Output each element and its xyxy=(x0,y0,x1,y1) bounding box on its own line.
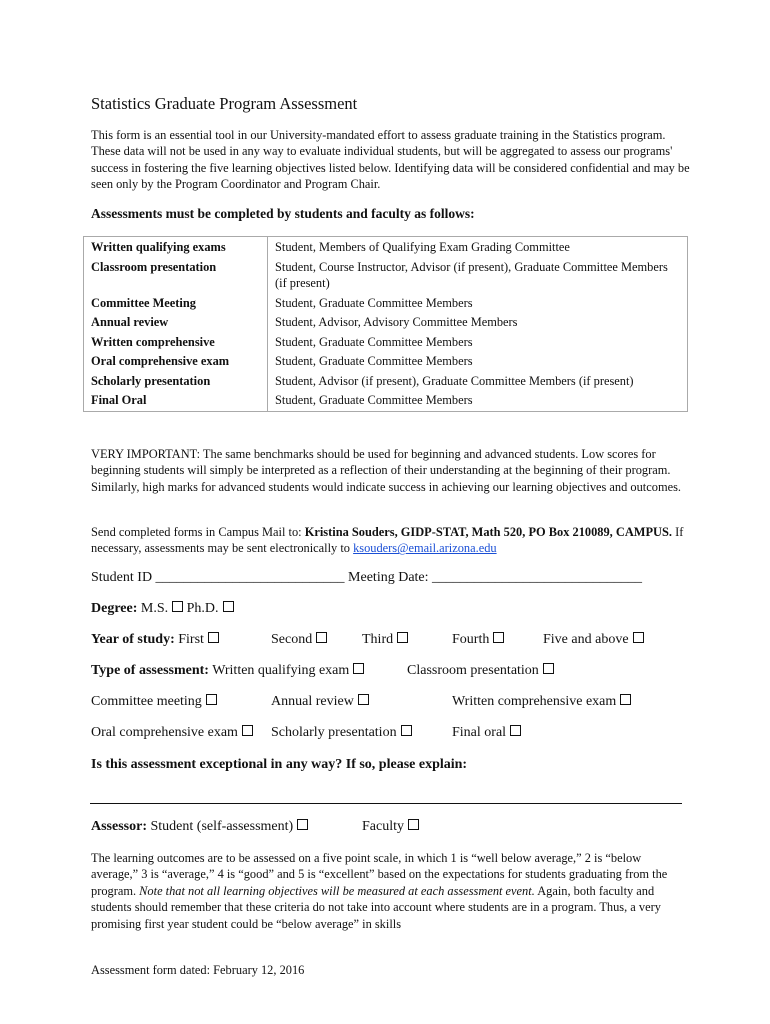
intro-paragraph: This form is an essential tool in our University-mandated effort to assess graduate training in the Statistics program. These data will not be used in any way to evaluate individual students, but will be aggregated to assess our programs' success in fostering the five learning objectives listed below. Identifying data will be considered confidential and may be seen only by the Program Coordinator and Program Chair. xyxy=(91,128,690,192)
table-row xyxy=(84,294,688,314)
degree-row xyxy=(91,601,234,617)
type-oral-comp-label: Oral comprehensive exam xyxy=(91,725,238,740)
type-committee-option xyxy=(91,694,217,710)
assessment-type-cell: Written comprehensive xyxy=(84,333,268,353)
important-paragraph: VERY IMPORTANT: The same benchmarks should be used for beginning and advanced students. Low scores for beginning students will simply be interpreted as a reflection of their understanding at the beginning of their program. Similarly, high marks for advanced students would indicate success in achieving our learning objectives and outcomes. xyxy=(91,447,682,494)
type-annual-option xyxy=(271,694,369,710)
degree-phd-label: Ph.D. xyxy=(186,601,219,616)
type-classroom-checkbox[interactable] xyxy=(543,663,554,674)
year-five-option xyxy=(543,632,644,648)
type-written-comp-checkbox[interactable] xyxy=(620,694,631,705)
student-id-field[interactable]: Student ID ___________________________ Meeting Date: ______________________________ xyxy=(91,570,643,585)
assessors-cell: Student, Graduate Committee Members xyxy=(275,295,473,310)
assessor-label: Assessor: xyxy=(91,819,147,834)
type-final-label: Final oral xyxy=(452,725,507,740)
table-row xyxy=(84,313,688,333)
outcomes-text-b: Again, both faculty and students should remember that these criteria do not take into account where students are in a program. Thus, a very promising first year student could be “below average” in skills xyxy=(91,883,661,931)
assessor-student-checkbox[interactable] xyxy=(297,819,308,830)
assessment-type-cell: Committee Meeting xyxy=(84,294,268,314)
assessor-row xyxy=(91,819,308,835)
type-label: Type of assessment: xyxy=(91,663,209,678)
outcomes-note: Note that not all learning objectives will be measured at each assessment event. xyxy=(139,883,535,898)
type-oral-comp-checkbox[interactable] xyxy=(242,725,253,736)
assessment-type-cell: Annual review xyxy=(84,313,268,333)
assessment-heading: Assessments must be completed by students and faculty as follows: xyxy=(91,206,475,221)
send-mid: If necessary, assessments may be sent electronically to xyxy=(91,525,684,556)
assessor-faculty-option xyxy=(362,819,419,835)
year-third-label: Third xyxy=(362,632,394,647)
year-fourth-option xyxy=(452,632,504,648)
table-row xyxy=(84,333,688,353)
send-prefix: Send completed forms in Campus Mail to: xyxy=(91,525,305,539)
year-five-checkbox[interactable] xyxy=(633,632,644,643)
assessors-cell: Student, Graduate Committee Members xyxy=(275,393,473,407)
type-written-comp-option xyxy=(452,694,631,710)
year-second-checkbox[interactable] xyxy=(316,632,327,643)
type-scholarly-option xyxy=(271,725,412,741)
year-label-row xyxy=(91,632,219,648)
type-scholarly-label: Scholarly presentation xyxy=(271,725,397,740)
year-third-checkbox[interactable] xyxy=(397,632,408,643)
table-row xyxy=(84,258,688,294)
degree-ms-label: M.S. xyxy=(140,601,169,616)
type-annual-label: Annual review xyxy=(271,694,354,709)
degree-phd-checkbox[interactable] xyxy=(223,601,234,612)
assessment-type-cell: Oral comprehensive exam xyxy=(84,352,268,372)
assessment-table xyxy=(83,236,688,412)
table-row xyxy=(84,237,688,258)
assessment-type-cell: Classroom presentation xyxy=(84,258,268,294)
outcomes-text-a: The learning outcomes are to be assessed on a five point scale, in which 1 is “well below average,” 2 is “below average,” 3 is “average,” 4 is “good” and 5 is “excellent” based on the expectations for students graduating from the program. xyxy=(91,851,668,898)
year-first-label: First xyxy=(178,632,204,647)
type-committee-checkbox[interactable] xyxy=(206,694,217,705)
email-link[interactable]: ksouders@email.arizona.edu xyxy=(353,541,497,556)
type-scholarly-checkbox[interactable] xyxy=(401,725,412,736)
year-fourth-label: Fourth xyxy=(452,632,490,647)
assessors-cell: Student, Advisor (if present), Graduate Committee Members (if present) xyxy=(275,373,634,388)
year-first-checkbox[interactable] xyxy=(208,632,219,643)
assessors-cell: Student, Course Instructor, Advisor (if present), Graduate Committee Members (if present) xyxy=(275,259,668,290)
assessors-cell: Student, Members of Qualifying Exam Grading Committee xyxy=(275,240,570,254)
assessment-type-cell: Final Oral xyxy=(84,391,268,411)
assessor-student-label: Student (self-assessment) xyxy=(150,819,294,834)
exceptional-question: Is this assessment exceptional in any way? If so, please explain: xyxy=(91,757,468,772)
assessment-type-cell: Scholarly presentation xyxy=(84,372,268,392)
assessment-type-cell: Written qualifying exams xyxy=(84,237,268,258)
type-written-qual-checkbox[interactable] xyxy=(353,663,364,674)
send-forms-paragraph xyxy=(91,524,691,557)
year-label: Year of study: xyxy=(91,632,175,647)
year-third-option xyxy=(362,632,408,648)
type-written-qual-label: Written qualifying exam xyxy=(212,663,350,678)
type-annual-checkbox[interactable] xyxy=(358,694,369,705)
type-classroom-option xyxy=(407,663,554,679)
outcomes-paragraph xyxy=(91,850,691,932)
table-row xyxy=(84,352,688,372)
degree-ms-checkbox[interactable] xyxy=(172,601,183,612)
page-title: Statistics Graduate Program Assessment xyxy=(91,94,358,113)
assessors-cell: Student, Advisor, Advisory Committee Members xyxy=(275,315,518,329)
assessors-cell: Student, Graduate Committee Members xyxy=(275,354,473,368)
year-second-label: Second xyxy=(271,632,313,647)
year-second-option xyxy=(271,632,327,648)
degree-label: Degree: xyxy=(91,601,138,616)
footer-date: Assessment form dated: February 12, 2016 xyxy=(91,963,305,977)
type-final-option xyxy=(452,725,521,741)
type-committee-label: Committee meeting xyxy=(91,694,202,709)
assessor-faculty-checkbox[interactable] xyxy=(408,819,419,830)
type-oral-comp-option xyxy=(91,725,253,741)
table-row xyxy=(84,372,688,392)
type-written-comp-label: Written comprehensive exam xyxy=(452,694,617,709)
explanation-line[interactable] xyxy=(90,803,682,804)
table-row xyxy=(84,391,688,411)
year-five-label: Five and above xyxy=(543,632,629,647)
assessors-cell: Student, Graduate Committee Members xyxy=(275,334,473,349)
year-fourth-checkbox[interactable] xyxy=(493,632,504,643)
type-final-checkbox[interactable] xyxy=(510,725,521,736)
type-row-1 xyxy=(91,663,364,679)
send-address: Kristina Souders, GIDP-STAT, Math 520, PO Box 210089, CAMPUS. xyxy=(304,525,672,539)
assessor-faculty-label: Faculty xyxy=(362,819,404,834)
type-classroom-label: Classroom presentation xyxy=(407,663,539,678)
